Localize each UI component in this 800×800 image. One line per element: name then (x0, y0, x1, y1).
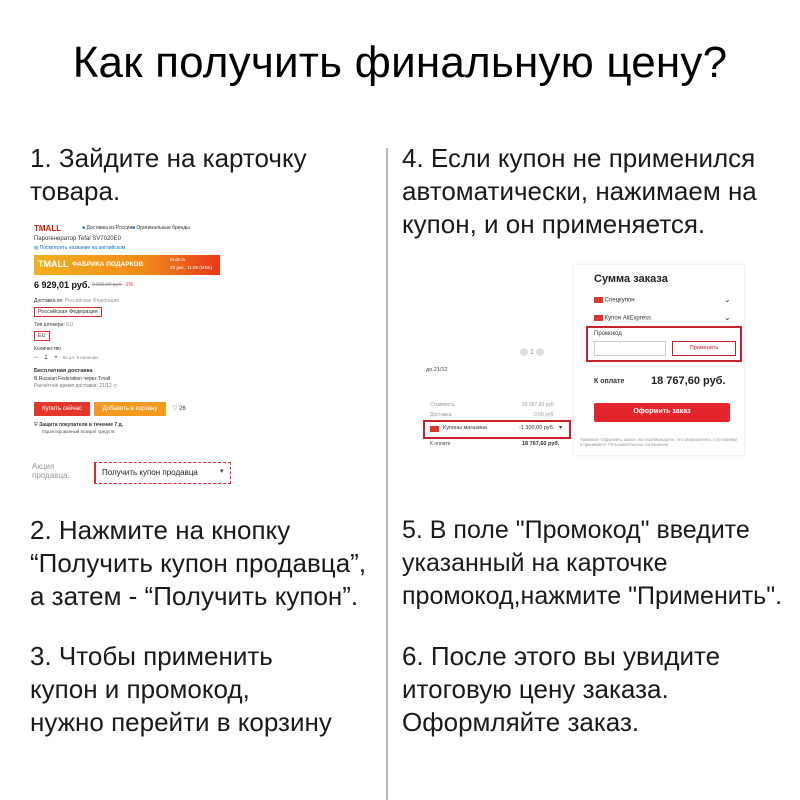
cart-total-label: К оплате (430, 441, 451, 447)
chevron-down-icon: ▾ (559, 425, 563, 431)
old-price: 9 999,00 руб. (92, 282, 123, 288)
translate-title-link[interactable]: ◍ Посмотреть название на английском (34, 245, 126, 251)
get-seller-coupon-button[interactable]: Получить купон продавца ▾ (94, 462, 231, 484)
coupon-flag-icon (430, 426, 439, 432)
order-summary-panel (574, 265, 744, 455)
delivery-time: Расчётное время доставки: 21/12 ◴ (34, 383, 118, 389)
order-summary-title: Сумма заказа (594, 273, 668, 285)
special-coupon-row[interactable]: Спецкупон (594, 297, 635, 304)
promo-banner[interactable] (34, 255, 220, 275)
cart-row-label: Доставка (430, 412, 452, 418)
step-5-text: 5. В поле "Промокод" введите указанный на карточке промокод,нажмите "Применить". (402, 516, 783, 610)
heart-icon: ♡ (172, 406, 178, 412)
buyer-protection: ⛨ Защита покупателя в течение 7 д. (34, 422, 124, 428)
wishlist-button[interactable]: ♡ 26 (172, 406, 186, 412)
minus-button[interactable]: − (34, 355, 38, 361)
cart-delivery-date: до 21/12 (426, 367, 448, 373)
pay-value: 18 767,60 руб. (651, 375, 726, 387)
shield-icon: ⛨ (34, 422, 38, 428)
promo-code-block (586, 326, 742, 362)
checkout-disclaimer: Нажимая «Оформить заказ», вы подтверждаете, что ознакомились с условиями и принимаете Пользовательское соглашение. (580, 437, 738, 447)
cart-row-label: Стоимость (430, 402, 456, 408)
quantity-label: Количество (34, 346, 61, 352)
cart-quantity-stepper[interactable] (520, 348, 544, 356)
chevron-down-icon: ⌄ (724, 295, 731, 304)
chevron-down-icon: ▾ (220, 468, 224, 475)
seller-promo-label: Акция продавца: (32, 462, 70, 480)
cart-row-value: 0,00 руб. (534, 412, 555, 418)
plus-button[interactable] (536, 348, 544, 356)
plus-button[interactable]: + (54, 355, 58, 361)
store-coupon-row[interactable]: Купоны магазина -1 300,00 руб. ▾ (423, 420, 571, 439)
pay-label: К оплате (594, 378, 625, 385)
original-brands-link[interactable]: ■ Оригинальные бренды (132, 225, 190, 231)
quantity-value[interactable]: 1 (44, 355, 48, 361)
coupon-flag-icon (594, 297, 603, 303)
quantity-stepper[interactable] (34, 355, 98, 361)
banner-date: 28 дек., 11:59 (MSK) (170, 265, 213, 270)
stock-note: 50 шт. в наличии (62, 355, 98, 360)
step-1-text: 1. Зайдите на карточку товара. (30, 143, 307, 206)
discount-badge: -1% (124, 282, 133, 288)
plug-type-label: Тип штекера: EU (34, 322, 74, 328)
ship-from-option[interactable]: Российская Федерация (34, 307, 102, 317)
banner-ends: Ends in (170, 257, 186, 262)
banner-brand: TMALL (38, 259, 69, 269)
step-4-text: 4. Если купон не применился автоматически, нажимаем на купон, и он применяется. (402, 143, 757, 239)
aliexpress-coupon-row[interactable]: Купон AliExpress (594, 315, 651, 322)
product-card-screenshot (32, 222, 372, 492)
clock-icon: ◴ (113, 383, 118, 389)
step-2-text: 2. Нажмите на кнопку “Получить купон продавца”, а затем - “Получить купон”. (30, 515, 367, 611)
cart-row-value: 20 067,60 руб. (522, 402, 556, 408)
step-3-text: 3. Чтобы применить купон и промокод, нужно перейти в корзину (30, 641, 332, 737)
product-price: 6 929,01 руб. (34, 280, 90, 290)
step-6-text: 6. После этого вы увидите итоговую цену заказа. Оформляйте заказ. (402, 641, 721, 737)
coupon-flag-icon (594, 315, 603, 321)
buy-now-button[interactable]: Купить сейчас (34, 402, 90, 416)
plug-type-option[interactable]: EU (34, 331, 50, 341)
delivery-via: В Russian Federation через Tmall (34, 376, 111, 382)
chevron-down-icon: ⌄ (724, 313, 731, 322)
column-divider (386, 148, 388, 800)
apply-promo-button[interactable]: Применить (672, 341, 736, 356)
minus-button[interactable] (520, 348, 528, 356)
delivery-from-russia-link[interactable]: ■ Доставка из России (82, 225, 133, 231)
tmall-logo: TMALL (34, 224, 62, 233)
ship-from-label: Доставка из: Российская Федерация (34, 298, 119, 304)
cart-total-value: 18 767,60 руб. (522, 441, 560, 447)
add-to-cart-button[interactable]: Добавить в корзину (94, 402, 166, 416)
globe-icon: ◍ (34, 245, 39, 251)
free-delivery-text: Бесплатная доставка (34, 368, 93, 374)
product-name: Парогенератор Tefal SV7020E0 (34, 236, 121, 242)
cart-qty-value[interactable]: 1 (529, 348, 534, 356)
promo-code-input[interactable] (594, 341, 666, 356)
checkout-button[interactable]: Оформить заказ (594, 403, 730, 422)
page-title: Как получить финальную цену? (72, 38, 728, 87)
guarantee-text: Гарантированный возврат средств (42, 429, 115, 434)
banner-text: ФАБРИКА ПОДАРКОВ (72, 261, 144, 268)
promo-code-label: Промокод (594, 331, 622, 337)
